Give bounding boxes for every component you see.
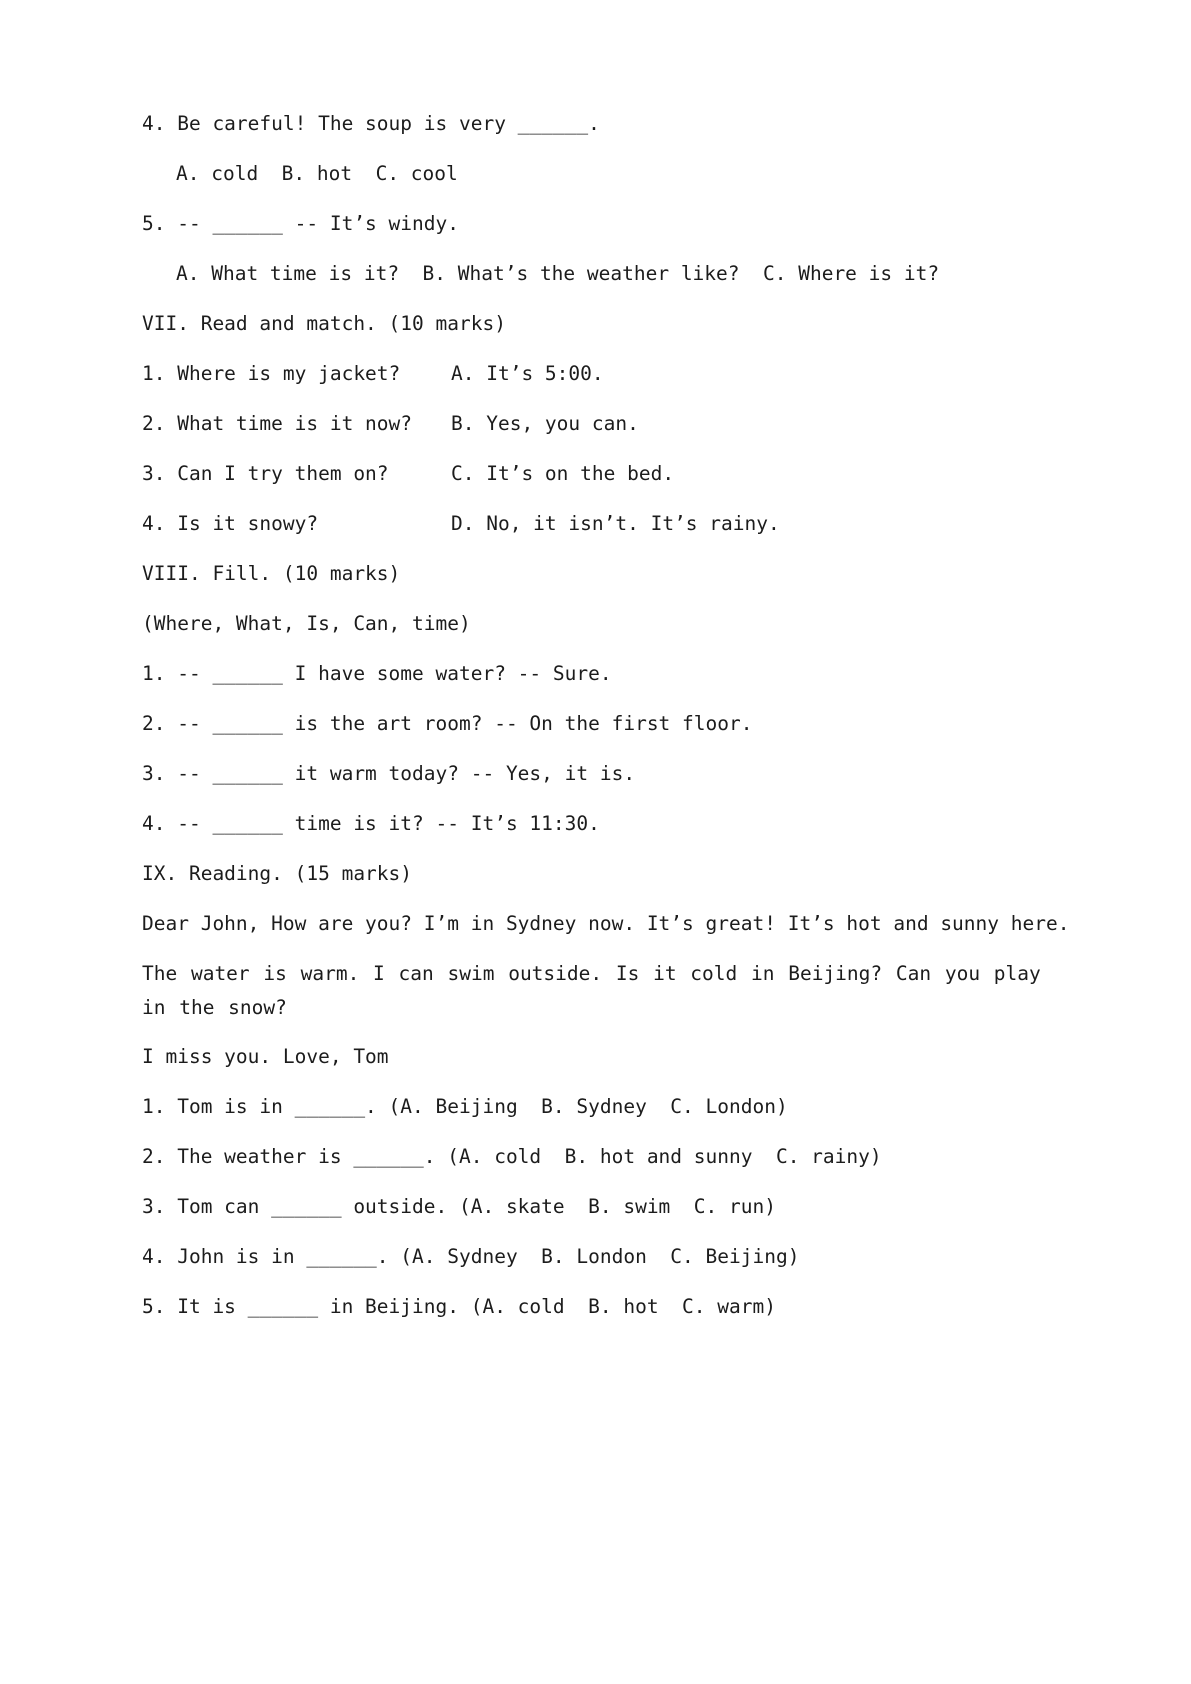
match-right-b: B. Yes, you can. <box>451 412 639 435</box>
fill-item-3: 3. -- ______ it warm today? -- Yes, it is. <box>142 762 636 785</box>
passage-line-1: Dear John, How are you? I’m in Sydney now. It’s great! It’s hot and sunny here. <box>142 912 1070 935</box>
match-left-4: 4. Is it snowy? <box>142 512 319 535</box>
match-left-1: 1. Where is my jacket? <box>142 362 401 385</box>
reading-question-5: 5. It is ______ in Beijing. (A. cold B. hot C. warm) <box>142 1295 776 1318</box>
match-left-2: 2. What time is it now? <box>142 412 413 435</box>
section-vii-heading: VII. Read and match. (10 marks) <box>142 312 506 335</box>
passage-line-2: The water is warm. I can swim outside. Is it cold in Beijing? Can you play in the snow? <box>142 962 1041 1019</box>
reading-question-3: 3. Tom can ______ outside. (A. skate B. swim C. run) <box>142 1195 776 1218</box>
reading-question-1: 1. Tom is in ______. (A. Beijing B. Sydney C. London) <box>142 1095 788 1118</box>
reading-question-4: 4. John is in ______. (A. Sydney B. London C. Beijing) <box>142 1245 800 1268</box>
question-4: 4. Be careful! The soup is very ______. <box>142 112 600 135</box>
fill-item-4: 4. -- ______ time is it? -- It’s 11:30. <box>142 812 600 835</box>
fill-item-2: 2. -- ______ is the art room? -- On the first floor. <box>142 712 753 735</box>
word-bank: (Where, What, Is, Can, time) <box>142 612 471 635</box>
passage-line-3: I miss you. Love, Tom <box>142 1045 389 1068</box>
match-left-3: 3. Can I try them on? <box>142 462 389 485</box>
match-right-a: A. It’s 5:00. <box>451 362 604 385</box>
section-ix-heading: IX. Reading. (15 marks) <box>142 862 413 885</box>
reading-question-2: 2. The weather is ______. (A. cold B. hot and sunny C. rainy) <box>142 1145 882 1168</box>
match-right-c: C. It’s on the bed. <box>451 462 675 485</box>
fill-item-1: 1. -- ______ I have some water? -- Sure. <box>142 662 612 685</box>
match-right-d: D. No, it isn’t. It’s rainy. <box>451 512 780 535</box>
question-5-options: A. What time is it? B. What’s the weather like? C. Where is it? <box>176 262 940 285</box>
question-4-options: A. cold B. hot C. cool <box>176 162 458 185</box>
section-viii-heading: VIII. Fill. (10 marks) <box>142 562 401 585</box>
question-5: 5. -- ______ -- It’s windy. <box>142 212 459 235</box>
